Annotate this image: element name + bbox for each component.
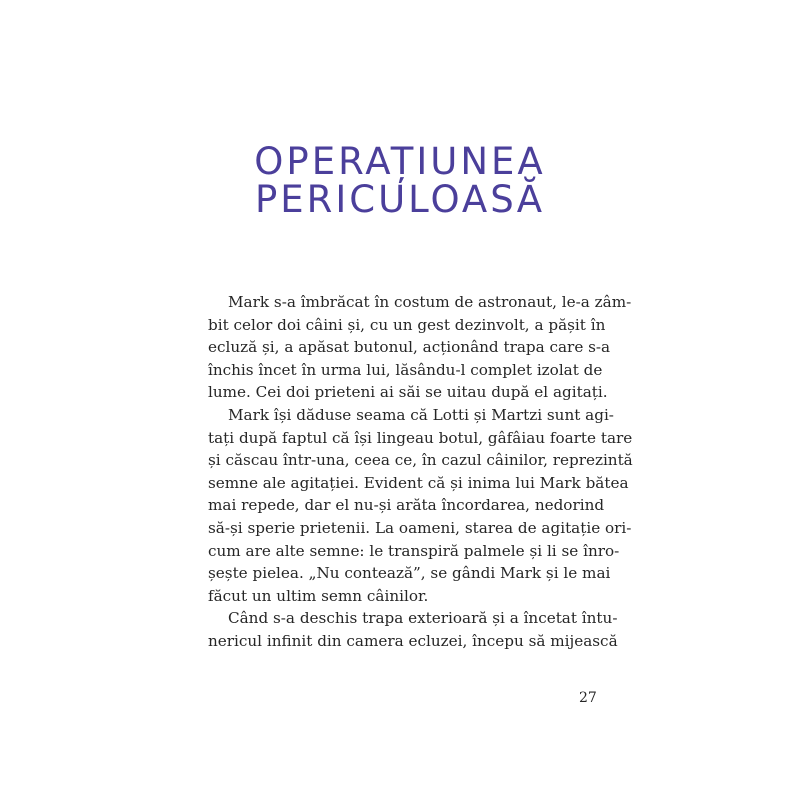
text-line: semne ale agitației. Evident că și inima lui Mark bătea xyxy=(208,473,629,492)
text-line: lume. Cei doi prieteni ai săi se uitau după el agitați. xyxy=(208,383,608,402)
chapter-title xyxy=(200,140,600,221)
text-line: mai repede, dar el nu-și arăta încordarea, nedorind xyxy=(208,496,605,515)
chapter-title-line-1: OPERAȚIUNEA xyxy=(254,140,546,183)
paragraph-3 xyxy=(208,607,618,652)
paragraph-1 xyxy=(208,291,632,404)
text-line: Mark își dăduse seama că Lotti și Martzi sunt agi- xyxy=(228,405,614,424)
text-line: închis încet în urma lui, lăsându-l complet izolat de xyxy=(208,360,603,379)
text-line: și căscau într-una, ceea ce, în cazul câinilor, reprezintă xyxy=(208,451,633,470)
paragraph-2 xyxy=(208,404,633,607)
page-number: 27 xyxy=(579,690,597,706)
chapter-body xyxy=(208,291,633,653)
text-line: șește pielea. „Nu contează”, se gândi Mark și le mai xyxy=(208,564,611,583)
chapter-title-line-2: PERICULOASĂ xyxy=(254,178,546,221)
text-line: să-și sperie prietenii. La oameni, starea de agitație ori- xyxy=(208,518,632,537)
text-line: nericul infinit din camera ecluzei, începu să mijească xyxy=(208,631,618,650)
text-line: cum are alte semne: le transpiră palmele și li se înro- xyxy=(208,541,620,560)
text-line: bit celor doi câini și, cu un gest dezinvolt, a pășit în xyxy=(208,315,606,334)
text-line: tați după faptul că își lingeau botul, gâfâiau foarte tare xyxy=(208,428,633,447)
text-line: Mark s-a îmbrăcat în costum de astronaut, le-a zâm- xyxy=(228,293,632,311)
text-line: făcut un ultim semn câinilor. xyxy=(208,586,429,605)
text-line: ecluză și, a apăsat butonul, acționând trapa care s-a xyxy=(208,338,611,357)
text-line: Când s-a deschis trapa exterioară și a încetat întu- xyxy=(228,609,618,628)
